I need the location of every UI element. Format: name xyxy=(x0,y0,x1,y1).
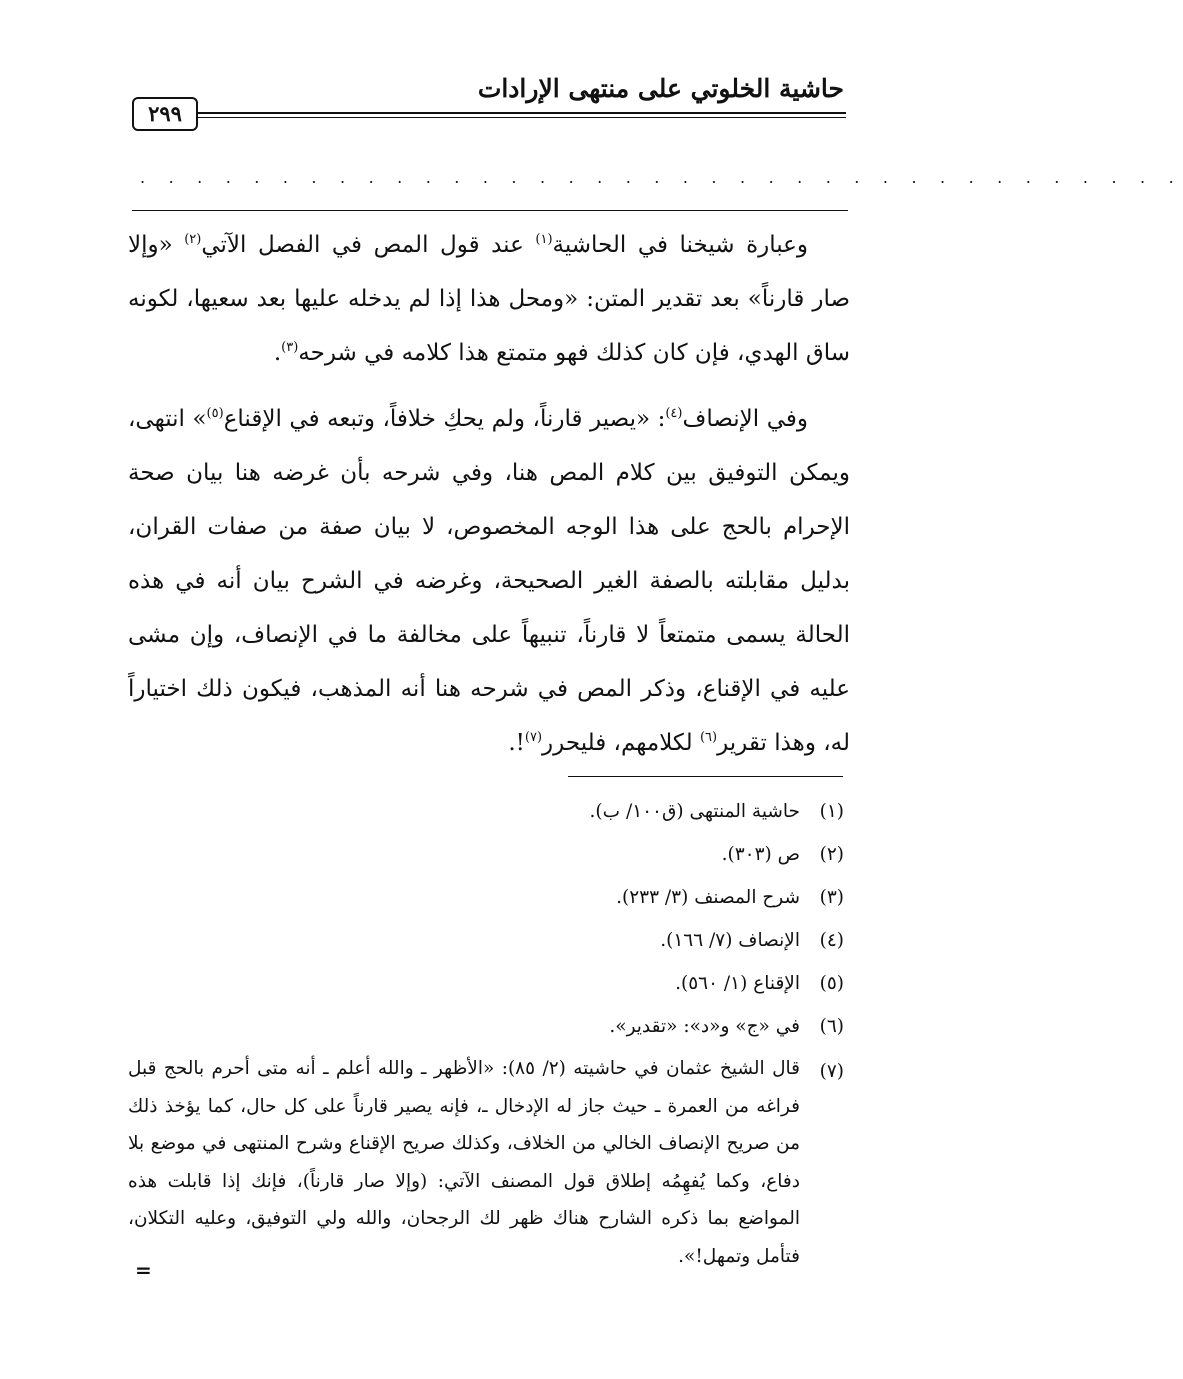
footnote-ref: (٦) xyxy=(699,730,718,745)
footnote-ref: (٤) xyxy=(665,406,683,421)
footnote-number: (٣) xyxy=(819,887,844,908)
page-number: ٢٩٩ xyxy=(132,97,198,131)
footnote-text: حاشية المنتهى (ق١٠٠/ ب). xyxy=(589,801,800,822)
footnote-text: الإنصاف (٧/ ١٦٦). xyxy=(660,930,800,951)
text-run: وعبارة شيخنا في الحاشية xyxy=(552,232,809,258)
paragraph-1 xyxy=(128,218,850,380)
footnote-ref: (١) xyxy=(535,232,553,247)
footnote-2 xyxy=(128,833,844,876)
footnote-ref: (٣) xyxy=(281,340,299,355)
footnotes xyxy=(128,790,844,1275)
footnote-text: الإقناع (١/ ٥٦٠). xyxy=(675,973,800,994)
footnote-ref: (٧) xyxy=(524,730,543,745)
footnote-number: (٧) xyxy=(819,1061,844,1082)
footnote-5 xyxy=(128,962,844,1005)
main-text xyxy=(128,218,850,770)
paragraph-2 xyxy=(128,392,850,770)
footnote-6 xyxy=(128,1005,844,1048)
text-top-rule xyxy=(132,210,848,211)
text-run: لكلامهم، فليحرر xyxy=(542,730,700,756)
text-run: «وإلا صار قارناً» بعد تقدير المتن: «ومحل هذا إذا لم يدخله عليها بعد سعيها، لكونه ساق الهدي، فإن كان كذلك فهو متمتع هذا كلامه في شرحه xyxy=(128,232,850,366)
header-rule-thin xyxy=(198,117,846,118)
footnote-number: (٤) xyxy=(819,930,844,951)
footnote-separator xyxy=(568,776,843,777)
footnote-text: قال الشيخ عثمان في حاشيته (٢/ ٨٥): «الأظهر ـ والله أعلم ـ أنه متى أحرم بالحج قبل فراغه من العمرة ـ حيث جاز له الإدخال ـ، فإنه يصير قارناً على كل حال، كما يؤخذ ذلك من صريح الإنصاف الخالي من الخلاف، وكذلك صريح الإقناع وشرح المنتهى في موضع بلا دفاع، وكما يُفهِمُه إطلاق قول المصنف الآتي: (وإلا صار قارناً)، فإنك إذا قابلت هذه المواضع بما ذكره الشارح هناك ظهر لك الرجحان، والله ولي التوفيق، وعليه التكلان، فتأمل وتمهل!». xyxy=(128,1058,800,1267)
footnote-7 xyxy=(128,1050,844,1275)
footnote-text: شرح المصنف (٣/ ٢٣٣). xyxy=(616,887,800,908)
header-rule xyxy=(198,112,846,114)
text-run: !. xyxy=(508,730,525,756)
footnote-3 xyxy=(128,876,844,919)
footnote-text: في «ج» و«د»: «تقدير». xyxy=(609,1016,800,1037)
dot-leader: . . . . . . . . . . . . . . . . . . . . . . . . . . . . . . . . . . . . . xyxy=(140,168,1183,187)
footnote-1 xyxy=(128,790,844,833)
text-run: . xyxy=(273,340,282,366)
text-run: : «يصير قارناً، ولم يحكِ خلافاً، وتبعه في الإقناع xyxy=(223,406,666,432)
footnote-number: (١) xyxy=(819,801,844,822)
footnote-number: (٢) xyxy=(819,844,844,865)
footnote-number: (٦) xyxy=(819,1016,844,1037)
text-run: » انتهى، ويمكن التوفيق بين كلام المص هنا، وفي شرحه بأن غرضه هنا بيان صحة الإحرام بالحج على هذا الوجه المخصوص، لا بيان صفة من صفات القران، بدليل مقابلته بالصفة الغير الصحيحة، وغرضه في الشرح بيان أنه في هذه الحالة يسمى متمتعاً لا قارناً، تنبيهاً على مخالفة ما في الإنصاف، وإن مشى عليه في الإقناع، وذكر المص في شرحه هنا أنه المذهب، فيكون ذلك اختياراً له، وهذا تقرير xyxy=(128,406,850,756)
running-title: حاشية الخلوتي على منتهى الإرادات xyxy=(477,74,844,103)
footnote-ref: (٢) xyxy=(184,232,202,247)
footnote-4 xyxy=(128,919,844,962)
footnote-ref: (٥) xyxy=(206,406,224,421)
text-run: وفي الإنصاف xyxy=(682,406,808,432)
footnote-text: ص (٣٠٣). xyxy=(721,844,800,865)
text-run: عند قول المص في الفصل الآتي xyxy=(201,232,536,258)
footnote-number: (٥) xyxy=(819,973,844,994)
continuation-mark: = xyxy=(135,1258,152,1282)
